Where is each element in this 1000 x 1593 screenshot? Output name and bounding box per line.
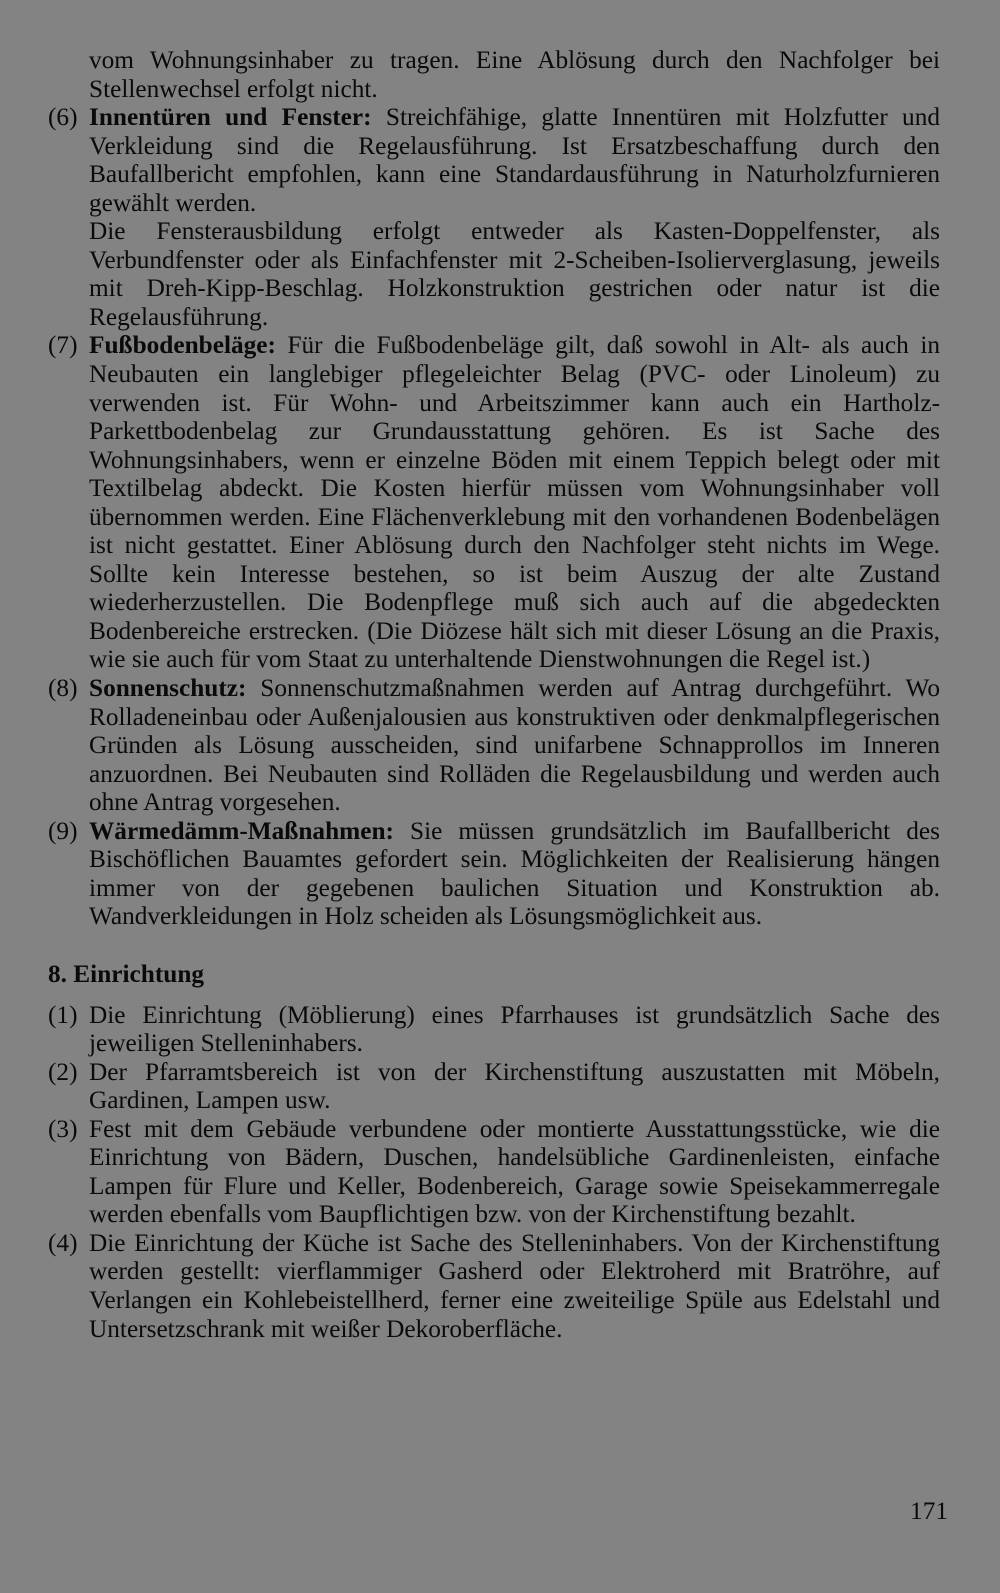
item-number: (6) <box>48 103 78 132</box>
item-term: Wärmedämm-Maßnahmen: <box>89 816 394 845</box>
item-body <box>89 331 940 674</box>
item-paragraph <box>89 817 940 931</box>
item-text: Die Einrichtung der Küche ist Sache des Stelleninhabers. Von der Kirchenstiftung werden gestellt: vierflammiger Gasherd oder Elektroherd mit Bratröhre, auf Verlangen ein Kohlebeistellherd, ferner eine zweiteilige Spüle aus Edelstahl und Untersetzschrank mit weißer Dekoroberfläche. <box>89 1228 940 1343</box>
item-body <box>89 103 940 331</box>
list-item-8 <box>48 674 940 817</box>
page-text <box>48 46 940 1343</box>
list-item-1 <box>48 1001 940 1058</box>
item-number: (8) <box>48 674 78 703</box>
item-text: Die Einrichtung (Möblierung) eines Pfarrhauses ist grundsätzlich Sache des jeweiligen Stelleninhabers. <box>89 1000 940 1058</box>
item-text: Streichfähige, glatte Innentüren mit Holzfutter und Verkleidung sind die Regelausführung. Ist Ersatzbeschaffung durch den Baufallbericht empfohlen, kann eine Standardausführung in Naturholzfurnieren gewählt werden. <box>89 103 940 217</box>
item-text: Sie müssen grundsätzlich im Baufallbericht des Bischöflichen Bauamtes gefordert sein. Möglichkeiten der Realisierung hängen immer von der gegebenen baulichen Situation und Konstruktion ab. Wandverkleidungen in Holz scheiden als Lösungsmöglichkeit aus. <box>89 816 940 931</box>
list-item-9 <box>48 817 940 931</box>
item-term: Fußbodenbeläge: <box>89 331 276 360</box>
item-number: (4) <box>48 1228 78 1257</box>
item-text: Sonnenschutzmaßnahmen werden auf Antrag durchgeführt. Wo Rolladeneinbau oder Außenjalousien aus konstruktiven oder denkmalpflegerischen Gründen als Lösung ausscheiden, sind unifarbene Schnapprollos im Inneren anzuordnen. Bei Neubauten sind Rolläden die Regelausbildung und werden auch ohne Antrag vorgesehen. <box>89 674 940 817</box>
item-number: (2) <box>48 1057 78 1086</box>
item-paragraph <box>89 331 940 674</box>
list-item-3 <box>48 1115 940 1229</box>
item-text: Fest mit dem Gebäude verbundene oder montierte Ausstattungsstücke, wie die Einrichtung von Bädern, Duschen, handelsübliche Gardinenleisten, einfache Lampen für Flure und Keller, Bodenbereich, Garage sowie Speisekammerregale werden ebenfalls vom Baupflichtigen bzw. von der Kirchenstiftung bezahlt. <box>89 1114 940 1229</box>
list-item-7 <box>48 331 940 674</box>
item-body <box>89 817 940 931</box>
item-term: Innentüren und Fenster: <box>89 103 372 132</box>
list-item-2 <box>48 1058 940 1115</box>
page-number: 171 <box>910 1497 948 1525</box>
item-paragraph: Die Fensterausbildung erfolgt entweder als Kasten-Doppelfenster, als Verbundfenster oder als Einfachfenster mit 2-Scheiben-Isolierverglasung, jeweils mit Dreh-Kipp-Beschlag. Holzkonstruktion gestrichen oder natur ist die Regelausführung. <box>89 217 940 331</box>
item-number: (1) <box>48 1000 78 1029</box>
item-paragraph <box>89 103 940 217</box>
item-number: (7) <box>48 331 78 360</box>
section-heading: 8. Einrichtung <box>48 959 205 988</box>
item-number: (9) <box>48 816 78 845</box>
intro-paragraph: vom Wohnungsinhaber zu tragen. Eine Ablösung durch den Nachfolger bei Stellenwechsel erfolgt nicht. <box>89 46 940 103</box>
item-term: Sonnenschutz: <box>89 674 247 703</box>
item-body <box>89 674 940 817</box>
item-text: Für die Fußbodenbeläge gilt, daß sowohl in Alt- als auch in Neubauten ein langlebiger pflegeleichter Belag (PVC- oder Linoleum) zu verwenden ist. Für Wohn- und Arbeitszimmer kann auch ein Hartholz-Parkettbodenbelag zur Grundausstattung gehören. Es ist Sache des Wohnungsinhabers, wenn er einzelne Böden mit einem Teppich belegt oder mit Textilbelag abdeckt. Die Kosten hierfür müssen vom Wohnungsinhaber voll übernommen werden. Eine Flächenverklebung mit den vorhandenen Bodenbelägen ist nicht gestattet. Einer Ablösung durch den Nachfolger steht nichts im Wege. Sollte kein Interesse bestehen, so ist beim Auszug der alte Zustand wiederherzustellen. Die Bodenpflege muß sich auch auf die abgedeckten Bodenbereiche erstrecken. (Die Diözese hält sich mit dieser Lösung an die Praxis, wie sie auch für vom Staat zu unterhaltende Dienstwohnungen die Regel ist.) <box>89 331 940 674</box>
item-paragraph <box>89 674 940 817</box>
list-item-4 <box>48 1229 940 1343</box>
item-text: Der Pfarramtsbereich ist von der Kirchenstiftung auszustatten mit Möbeln, Gardinen, Lampen usw. <box>89 1057 940 1115</box>
list-item-6 <box>48 103 940 331</box>
item-number: (3) <box>48 1114 78 1143</box>
